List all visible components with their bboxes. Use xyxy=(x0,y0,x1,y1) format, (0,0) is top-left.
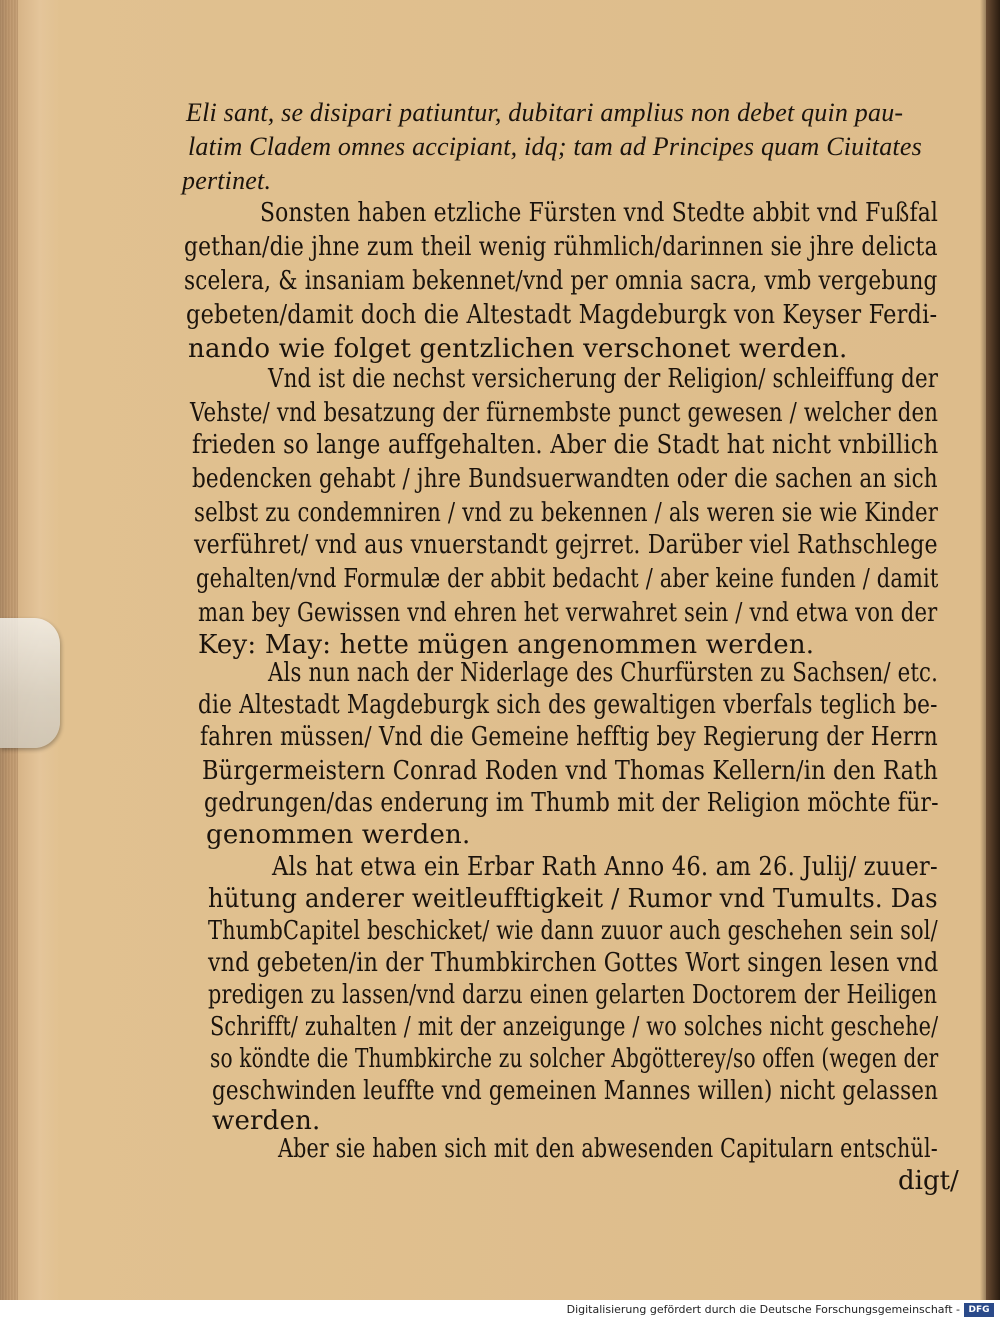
text-line: Aber sie haben sich mit den abwesenden Capitularn entschül- xyxy=(278,1134,938,1164)
text-line: gehalten/vnd Formulæ der abbit bedacht / aber keine funden / damit xyxy=(196,564,939,594)
text-line: gebeten/damit doch die Altestadt Magdeburgk von Keyser Ferdi- xyxy=(186,300,938,330)
text-line: genommen werden. xyxy=(206,820,471,850)
page-clip xyxy=(0,618,60,748)
text-line: ThumbCapitel beschicket/ wie dann zuuor auch geschehen sein sol/ xyxy=(208,916,938,946)
text-line: die Altestadt Magdeburgk sich des gewaltigen vberfals teglich be- xyxy=(198,690,938,720)
text-line: Vehste/ vnd besatzung der fürnembste punct gewesen / welcher den xyxy=(190,398,939,428)
text-line: Als nun nach der Niderlage des Churfürsten zu Sachsen/ etc. xyxy=(268,658,939,688)
catchword: digt/ xyxy=(898,1166,959,1196)
text-line: fahren müssen/ Vnd die Gemeine hefftig bey Regierung der Herrn xyxy=(200,722,938,752)
text-line: latim Cladem omnes accipiant, idq; tam ad Principes quam Ciuitates xyxy=(188,132,922,161)
text-line: verführet/ vnd aus vnuerstandt gejrret. Darüber viel Rathschlege xyxy=(194,530,938,560)
book-spine xyxy=(986,0,1000,1300)
text-line: bedencken gehabt / jhre Bundsuerwandten oder die sachen an sich xyxy=(192,464,938,494)
text-line: Eli sant, se disipari patiuntur, dubitari amplius non debet quin pau- xyxy=(186,98,904,127)
text-line: man bey Gewissen vnd ehren het verwahret sein / vnd etwa von der xyxy=(198,598,938,628)
text-line: Bürgermeistern Conrad Roden vnd Thomas Kellern/in den Rath xyxy=(202,756,939,786)
text-line: vnd gebeten/in der Thumbkirchen Gottes Wort singen lesen vnd xyxy=(208,948,939,978)
text-line: predigen zu lassen/vnd darzu einen gelarten Doctorem der Heiligen xyxy=(208,980,938,1010)
text-line: Schrifft/ zuhalten / mit der anzeigunge / wo solches nicht geschehe/ xyxy=(210,1012,939,1042)
text-line: Sonsten haben etzliche Fürsten vnd Stedte abbit vnd Fußfal xyxy=(260,198,939,228)
text-line: werden. xyxy=(212,1106,321,1136)
text-line: selbst zu condemniren / vnd zu bekennen / als weren sie wie Kinder xyxy=(194,498,939,528)
text-line: nando wie folget gentzlichen verschonet werden. xyxy=(188,334,848,364)
text-line: pertinet. xyxy=(182,166,272,195)
text-line: scelera, & insaniam bekennet/vnd per omnia sacra, vmb vergebung xyxy=(184,266,938,296)
text-line: hütung anderer weitleufftigkeit / Rumor vnd Tumults. Das xyxy=(208,884,938,914)
text-line: Key: May: hette mügen angenommen werden. xyxy=(198,630,815,660)
text-line: Vnd ist die nechst versicherung der Religion/ schleiffung der xyxy=(268,364,939,394)
funding-notice: Digitalisierung gefördert durch die Deutsche Forschungsgemeinschaft - xyxy=(566,1303,960,1316)
footer-bar xyxy=(0,1300,1000,1320)
text-line: gethan/die jhne zum theil wenig rühmlich/darinnen sie jhre delicta xyxy=(184,232,938,262)
text-line: so köndte die Thumbkirche zu solcher Abgötterey/so offen (wegen der xyxy=(210,1044,939,1074)
text-line: gedrungen/das enderung im Thumb mit der Religion möchte für- xyxy=(204,788,939,818)
dfg-logo: DFG xyxy=(964,1303,994,1317)
text-line: geschwinden leuffte vnd gemeinen Mannes willen) nicht gelassen xyxy=(212,1076,939,1106)
text-line: frieden so lange auffgehalten. Aber die Stadt hat nicht vnbillich xyxy=(192,430,939,460)
text-line: Als hat etwa ein Erbar Rath Anno 46. am 26. Julij/ zuuer- xyxy=(272,852,938,882)
